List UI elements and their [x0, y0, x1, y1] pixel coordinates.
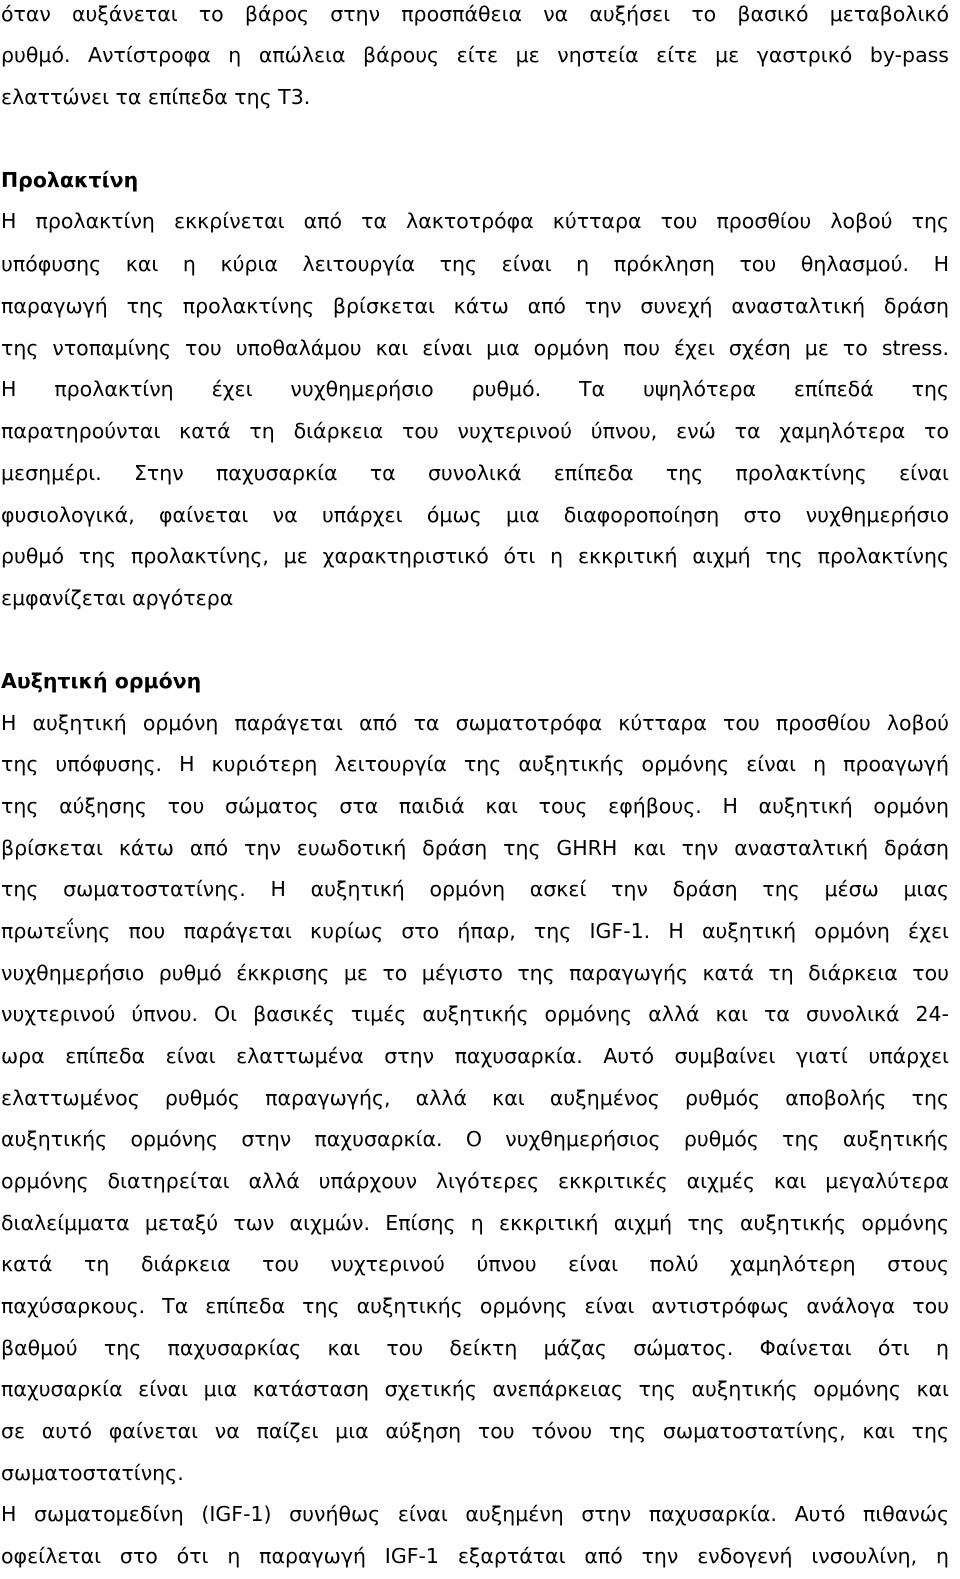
- paragraph-line: ωρα επίπεδα είναι ελαττωμένα στην παχυσαρκία. Αυτό συμβαίνει γιατί υπάρχει: [1, 1044, 949, 1068]
- paragraph-line: φυσιολογικά, φαίνεται να υπάρχει όμως μια διαφοροποίηση στο νυχθημερήσιο: [1, 503, 949, 527]
- paragraph-line: ελαττώνει τα επίπεδα της Τ3.: [1, 85, 311, 109]
- paragraph-line: σωματοστατίνης.: [1, 1461, 184, 1485]
- paragraph-line: ορμόνης διατηρείται αλλά υπάρχουν λιγότερες εκκριτικές αιχμές και μεγαλύτερα: [1, 1169, 949, 1193]
- paragraph-line: αυξητικής ορμόνης στην παχυσαρκία. Ο νυχθημερήσιος ρυθμός της αυξητικής: [1, 1127, 949, 1151]
- section-heading-prolactin: Προλακτίνη: [1, 168, 139, 192]
- paragraph-line: νυχτερινού ύπνου. Οι βασικές τιμές αυξητικής ορμόνης αλλά και τα συνολικά 24-: [1, 1002, 949, 1026]
- paragraph-line: Η προλακτίνη έχει νυχθημερήσιο ρυθμό. Τα υψηλότερα επίπεδά της: [1, 377, 949, 401]
- paragraph-line: ρυθμό. Αντίστροφα η απώλεια βάρους είτε με νηστεία είτε με γαστρικό by-pass: [1, 43, 949, 67]
- paragraph-line: όταν αυξάνεται το βάρος στην προσπάθεια να αυξήσει το βασικό μεταβολικό: [1, 2, 949, 26]
- paragraph-line: εμφανίζεται αργότερα: [1, 586, 234, 610]
- paragraph-line: της αύξησης του σώματος στα παιδιά και τους εφήβους. Η αυξητική ορμόνη: [1, 794, 949, 818]
- paragraph-line: κατά τη διάρκεια του νυχτερινού ύπνου είναι πολύ χαμηλότερη στους: [1, 1252, 949, 1276]
- paragraph-line: μεσημέρι. Στην παχυσαρκία τα συνολικά επίπεδα της προλακτίνης είναι: [1, 461, 949, 485]
- paragraph-line: παραγωγή της προλακτίνης βρίσκεται κάτω από την συνεχή ανασταλτική δράση: [1, 294, 949, 318]
- paragraph-line: διαλείμματα μεταξύ των αιχμών. Επίσης η εκκριτική αιχμή της αυξητικής ορμόνης: [1, 1211, 949, 1235]
- paragraph-line: παχυσαρκία είναι μια κατάσταση σχετικής ανεπάρκειας της αυξητικής ορμόνης και: [1, 1377, 949, 1401]
- paragraph-line: ελαττωμένος ρυθμός παραγωγής, αλλά και αυξημένος ρυθμός αποβολής της: [1, 1086, 949, 1110]
- paragraph-line: βρίσκεται κάτω από την ευωδοτική δράση της GHRH και την ανασταλτική δράση: [1, 836, 949, 860]
- paragraph-line: της ντοπαμίνης του υποθαλάμου και είναι μια ορμόνη που έχει σχέση με το stress.: [1, 336, 949, 360]
- paragraph-line: Η σωματομεδίνη (IGF-1) συνήθως είναι αυξημένη στην παχυσαρκία. Αυτό πιθανώς: [1, 1502, 949, 1526]
- paragraph-line: παχύσαρκους. Τα επίπεδα της αυξητικής ορμόνης είναι αντιστρόφως ανάλογα του: [1, 1294, 949, 1318]
- paragraph-line: παρατηρούνται κατά τη διάρκεια του νυχτερινού ύπνου, ενώ τα χαμηλότερα το: [1, 419, 949, 443]
- paragraph-line: Η αυξητική ορμόνη παράγεται από τα σωματοτρόφα κύτταρα του προσθίου λοβού: [1, 711, 949, 735]
- paragraph-line: ρυθμό της προλακτίνης, με χαρακτηριστικό ότι η εκκριτική αιχμή της προλακτίνης: [1, 544, 949, 568]
- section-heading-growth-hormone: Αυξητική ορμόνη: [1, 669, 202, 693]
- paragraph-line: σε αυτό φαίνεται να παίζει μια αύξηση του τόνου της σωματοστατίνης, και της: [1, 1419, 949, 1443]
- paragraph-line: νυχθημερήσιο ρυθμό έκκρισης με το μέγιστο της παραγωγής κατά τη διάρκεια του: [1, 961, 949, 985]
- paragraph-line: Η προλακτίνη εκκρίνεται από τα λακτοτρόφα κύτταρα του προσθίου λοβού της: [1, 209, 949, 233]
- paragraph-line: υπόφυσης και η κύρια λειτουργία της είναι η πρόκληση του θηλασμού. Η: [1, 252, 949, 276]
- paragraph-line: οφείλεται στο ότι η παραγωγή IGF-1 εξαρτάται από την ενδογενή ινσουλίνη, η: [1, 1544, 949, 1568]
- paragraph-line: της υπόφυσης. Η κυριότερη λειτουργία της αυξητικής ορμόνης είναι η προαγωγή: [1, 752, 949, 776]
- paragraph-line: βαθμού της παχυσαρκίας και του δείκτη μάζας σώματος. Φαίνεται ότι η: [1, 1336, 949, 1360]
- paragraph-line: πρωτεΐνης που παράγεται κυρίως στο ήπαρ, της IGF-1. Η αυξητική ορμόνη έχει: [1, 919, 949, 943]
- paragraph-line: της σωματοστατίνης. Η αυξητική ορμόνη ασκεί την δράση της μέσω μιας: [1, 877, 949, 901]
